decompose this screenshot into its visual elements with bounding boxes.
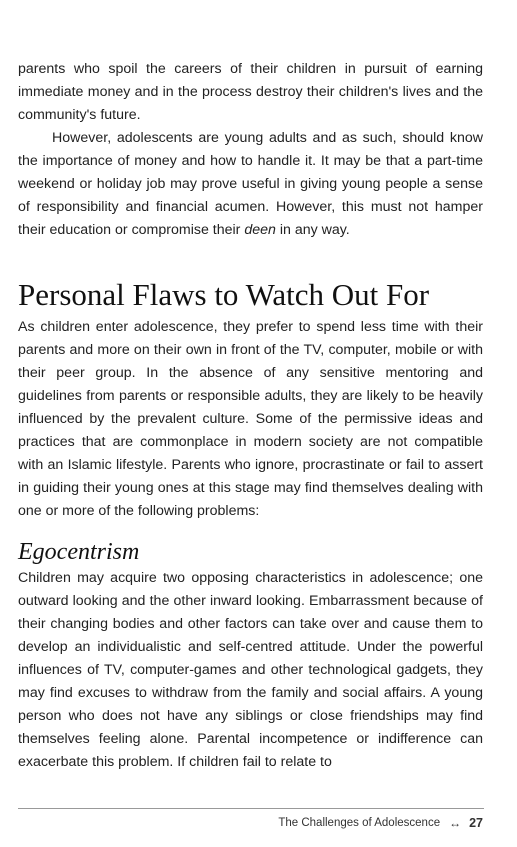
section-heading: Personal Flaws to Watch Out For <box>18 277 430 312</box>
paragraph-money-ending: in any way. <box>275 222 350 238</box>
paragraph-continued: parents who spoil the careers of their children in pursuit of earning immediate money and in the process destroy their children's lives and the community's future. <box>18 61 483 123</box>
paragraph-money <box>18 127 483 242</box>
paragraph-adolescence: As children enter adolescence, they prefer to spend less time with their parents and more on their own in front of the TV, computer, mobile or with their peer group. In the absence of any sensitive mentoring and guidelines from parents or responsible adults, they are likely to be heavily influenced by the prevalent culture. Some of the permissive ideas and practices that are commonplace in modern society are not compatible with an Islamic lifestyle. Parents who ignore, procrastinate or fail to assert in guiding their young ones at this stage may find themselves dealing with one or more of the following problems: <box>18 319 483 519</box>
double-arrow-icon: ↔ <box>449 816 462 830</box>
sub-heading-egocentrism: Egocentrism <box>18 539 140 565</box>
page-body <box>18 58 483 774</box>
paragraph-egocentrism: Children may acquire two opposing characteristics in adolescence; one outward looking and the other inward looking. Embarrassment because of their changing bodies and other factors can take over and cause them to develop an individualistic and self-centred attitude. Under the powerful influences of TV, computer-games and other technological gadgets, they may find excuses to withdraw from the family and social affairs. A young person who does not have any siblings or close friendships may find themselves feeling alone. Parental incompetence or indifference can exacerbate this problem. If children fail to relate to <box>18 570 483 770</box>
footer-divider <box>18 808 484 809</box>
page-number: 27 <box>469 816 483 830</box>
page-footer <box>278 816 483 830</box>
paragraph-money-text: However, adolescents are young adults and as such, should know the importance of money and how to handle it. It may be that a part-time weekend or holiday job may prove useful in giving young people a sense of responsibility and financial acumen. However, this must not hamper their education or compromise their <box>18 130 483 238</box>
paragraph-money-emphasis: deen <box>244 222 276 238</box>
running-title: The Challenges of Adolescence <box>278 817 441 829</box>
